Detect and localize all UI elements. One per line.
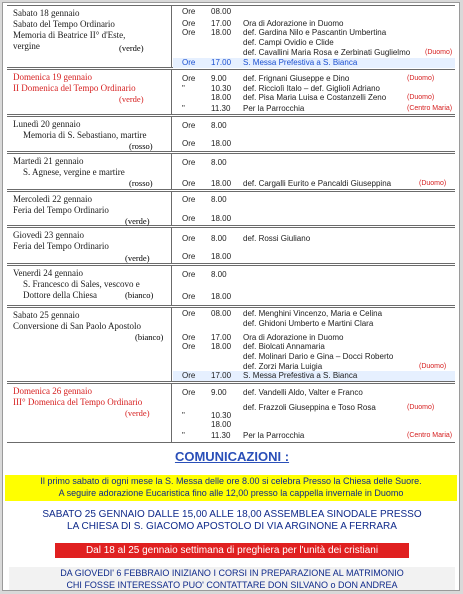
mass-intention: Per la Parrocchia: [243, 104, 305, 113]
day-cell: [7, 192, 172, 225]
mass-time: 11.30: [211, 104, 231, 113]
bulletin-page: [2, 2, 460, 591]
mass-time: 18.00: [211, 139, 232, 148]
day-cell: [7, 266, 172, 305]
mass-time: 18.00: [211, 93, 232, 102]
mass-intention: def. Rossi Giuliano: [243, 234, 311, 243]
synod-assembly-notice: [3, 509, 460, 533]
mass-intention: def. Cavallini Maria Rosa e Zerbinati Guglielmo: [243, 48, 411, 57]
day-row-thu-23: [7, 227, 455, 264]
day-feast: Feria del Tempo Ordinario: [13, 205, 109, 215]
ore-label: Ore: [182, 139, 196, 148]
ore-label: Ore: [182, 19, 196, 28]
mass-intention: def. Zorzi Maria Luigia: [243, 362, 323, 371]
mass-intention: def. Molinari Dario e Gina – Docci Roberto: [243, 352, 394, 361]
day-feast: Sabato del Tempo Ordinario: [13, 19, 115, 29]
mass-time: 8.00: [211, 121, 227, 130]
liturgical-color: (verde): [119, 94, 144, 104]
liturgical-color: (rosso): [129, 141, 153, 151]
day-row-mon-20: [7, 116, 455, 152]
mass-intention: def. Frazzoli Giuseppina e Toso Rosa: [243, 403, 376, 412]
ore-label: Ore: [182, 292, 196, 301]
mass-time: 08.00: [211, 309, 232, 318]
notice-line: Il primo sabato di ogni mese la S. Messa delle ore 8.00 si celebra Presso la Chiesa delle Suore.: [40, 476, 422, 486]
day-date: Venerdì 24 gennaio: [13, 268, 83, 278]
notice-line: LA CHIESA DI S. GIACOMO APOSTOLO DI VIA ARGINONE A FERRARA: [67, 521, 397, 532]
mass-time: 8.00: [211, 195, 227, 204]
ore-label: Ore: [182, 158, 196, 167]
day-cell: [7, 70, 172, 114]
mass-time: 18.00: [211, 179, 232, 188]
day-row-sun-26: [7, 383, 455, 443]
mass-location: (Duomo): [407, 94, 435, 101]
liturgical-color: (verde): [119, 43, 144, 53]
liturgical-color: (verde): [125, 408, 150, 418]
day-feast: II Domenica del Tempo Ordinario: [13, 83, 136, 93]
liturgical-color: (bianco): [135, 332, 164, 342]
mass-intention: S. Messa Prefestiva a S. Bianca: [243, 371, 358, 380]
ore-label: Ore: [182, 333, 196, 342]
mass-time: 8.00: [211, 158, 227, 167]
ore-label: Ore: [182, 179, 196, 188]
mass-intention: def. Pisa Maria Luisa e Costanzelli Zeno: [243, 93, 387, 102]
mass-time: 10.30: [211, 411, 232, 420]
day-date: Lunedì 20 gennaio: [13, 119, 81, 129]
day-date: Martedì 21 gennaio: [13, 156, 84, 166]
ore-label: Ore: [182, 342, 196, 351]
ore-label: Ore: [182, 58, 196, 67]
mass-intention: def. Frignani Giuseppe e Dino: [243, 74, 350, 83]
day-feast: Memoria di S. Sebastiano, martire: [23, 130, 147, 140]
ore-label: Ore: [182, 252, 196, 261]
mass-intention: Per la Parrocchia: [243, 431, 305, 440]
mass-time: 18.00: [211, 252, 232, 261]
day-cell: [7, 384, 172, 442]
day-row-fri-24: [7, 265, 455, 306]
mass-time: 17.00: [211, 19, 232, 28]
first-saturday-notice: [5, 475, 457, 501]
ore-label: ": [182, 431, 185, 440]
mass-time: 08.00: [211, 7, 232, 16]
notice-line: A seguire adorazione Eucaristica fino alle 12,00 presso la cappella invernale in Duomo: [58, 488, 404, 498]
ore-label: Ore: [182, 309, 196, 318]
day-feast: Feria del Tempo Ordinario: [13, 241, 109, 251]
day-feast: III° Domenica del Tempo Ordinario: [13, 397, 143, 407]
mass-location: (Centro Maria): [407, 432, 453, 439]
day-feast: S. Francesco di Sales, vescovo e: [23, 279, 140, 289]
day-date: Domenica 26 gennaio: [13, 386, 92, 396]
mass-time: 18.00: [211, 342, 232, 351]
liturgical-color: (rosso): [129, 178, 153, 188]
mass-time: 18.00: [211, 28, 232, 37]
mass-location: (Duomo): [419, 180, 447, 187]
ore-label: Ore: [182, 214, 196, 223]
ore-label: Ore: [182, 234, 196, 243]
prayer-week-banner: Dal 18 al 25 gennaio settimana di preghiera per l'unità dei cristiani: [55, 543, 409, 558]
day-date: Sabato 18 gennaio: [13, 8, 80, 18]
ore-label: Ore: [182, 371, 196, 380]
mass-time: 18.00: [211, 420, 232, 429]
ore-label: Ore: [182, 28, 196, 37]
mass-location: (Duomo): [407, 404, 435, 411]
day-feast-2: Dottore della Chiesa: [23, 290, 97, 300]
mass-intention: def. Menghini Vincenzo, Maria e Celina: [243, 309, 383, 318]
day-cell: [7, 6, 172, 67]
ore-label: ": [182, 84, 185, 93]
day-cell: [7, 154, 172, 189]
day-row-wed-22: [7, 191, 455, 226]
mass-time: 10.30: [211, 84, 232, 93]
mass-location: (Duomo): [425, 49, 453, 56]
day-date: Giovedì 23 gennaio: [13, 230, 84, 240]
mass-intention: def. Ghidoni Umberto e Martini Clara: [243, 319, 374, 328]
mass-location: (Duomo): [407, 75, 435, 82]
notice-line: SABATO 25 GENNAIO DALLE 15,00 ALLE 18,00 ASSEMBLEA SINODALE PRESSO: [42, 509, 422, 520]
mass-intention: def. Cargalli Eurito e Pancaldi Giuseppina: [243, 179, 392, 188]
liturgical-color: (verde): [125, 253, 150, 263]
mass-intention: def. Vandelli Aldo, Valter e Franco: [243, 388, 363, 397]
day-date: Sabato 25 gennaio: [13, 310, 80, 320]
liturgical-color: (verde): [125, 216, 150, 226]
mass-time: 8.00: [211, 270, 227, 279]
notice-line: DA GIOVEDI' 6 FEBBRAIO INIZIANO I CORSI IN PREPARAZIONE AL MATRIMONIO: [60, 568, 404, 578]
day-row-sun-19: [7, 69, 455, 115]
ore-label: Ore: [182, 195, 196, 204]
day-date: Domenica 19 gennaio: [13, 72, 92, 82]
notice-line: CHI FOSSE INTERESSATO PUO' CONTATTARE DON SILVANO o DON ANDREA: [66, 580, 398, 590]
day-date: Mercoledì 22 gennaio: [13, 194, 92, 204]
mass-intention: Ora di Adorazione in Duomo: [243, 333, 344, 342]
day-cell: [7, 117, 172, 151]
ore-label: ": [182, 104, 185, 113]
mass-time: 17.00: [211, 333, 232, 342]
mass-intention: def. Biolcati Annamaria: [243, 342, 325, 351]
day-row-sat-18: [7, 5, 455, 68]
day-memorial-2: vergine: [13, 41, 40, 51]
ore-label: Ore: [182, 270, 196, 279]
mass-time: 17.00: [211, 371, 232, 380]
mass-time: 18.00: [211, 292, 232, 301]
day-feast: S. Agnese, vergine e martire: [23, 167, 125, 177]
mass-time: 8.00: [211, 234, 227, 243]
day-feast: Conversione di San Paolo Apostolo: [13, 321, 141, 331]
mass-intention: def. Gardina Nilo e Pascantin Umbertina: [243, 28, 387, 37]
mass-location: (Centro Maria): [407, 105, 453, 112]
day-memorial: Memoria di Beatrice II° d'Este,: [13, 30, 126, 40]
ore-label: Ore: [182, 74, 196, 83]
day-cell: [7, 228, 172, 263]
ore-label: Ore: [182, 121, 196, 130]
mass-intention: Ora di Adorazione in Duomo: [243, 19, 344, 28]
marriage-courses-notice: [9, 567, 455, 591]
mass-time: 9.00: [211, 388, 227, 397]
day-row-tue-21: [7, 153, 455, 190]
ore-label: Ore: [182, 7, 196, 16]
mass-intention: def. Ricciolì Italo – def. Gigliolì Adriano: [243, 84, 380, 93]
ore-label: Ore: [182, 388, 196, 397]
mass-time: 11.30: [211, 431, 231, 440]
mass-location: (Duomo): [419, 363, 447, 370]
mass-time: 17.00: [211, 58, 232, 67]
communications-title: COMUNICAZIONI :: [174, 449, 290, 464]
mass-intention: S. Messa Prefestiva a S. Bianca: [243, 58, 358, 67]
day-cell: [7, 308, 172, 381]
liturgical-color: (bianco): [125, 290, 154, 300]
mass-intention: def. Campi Ovidio e Clide: [243, 38, 334, 47]
ore-label: ": [182, 411, 185, 420]
mass-time: 9.00: [211, 74, 227, 83]
mass-time: 18.00: [211, 214, 232, 223]
day-row-sat-25: [7, 307, 455, 382]
